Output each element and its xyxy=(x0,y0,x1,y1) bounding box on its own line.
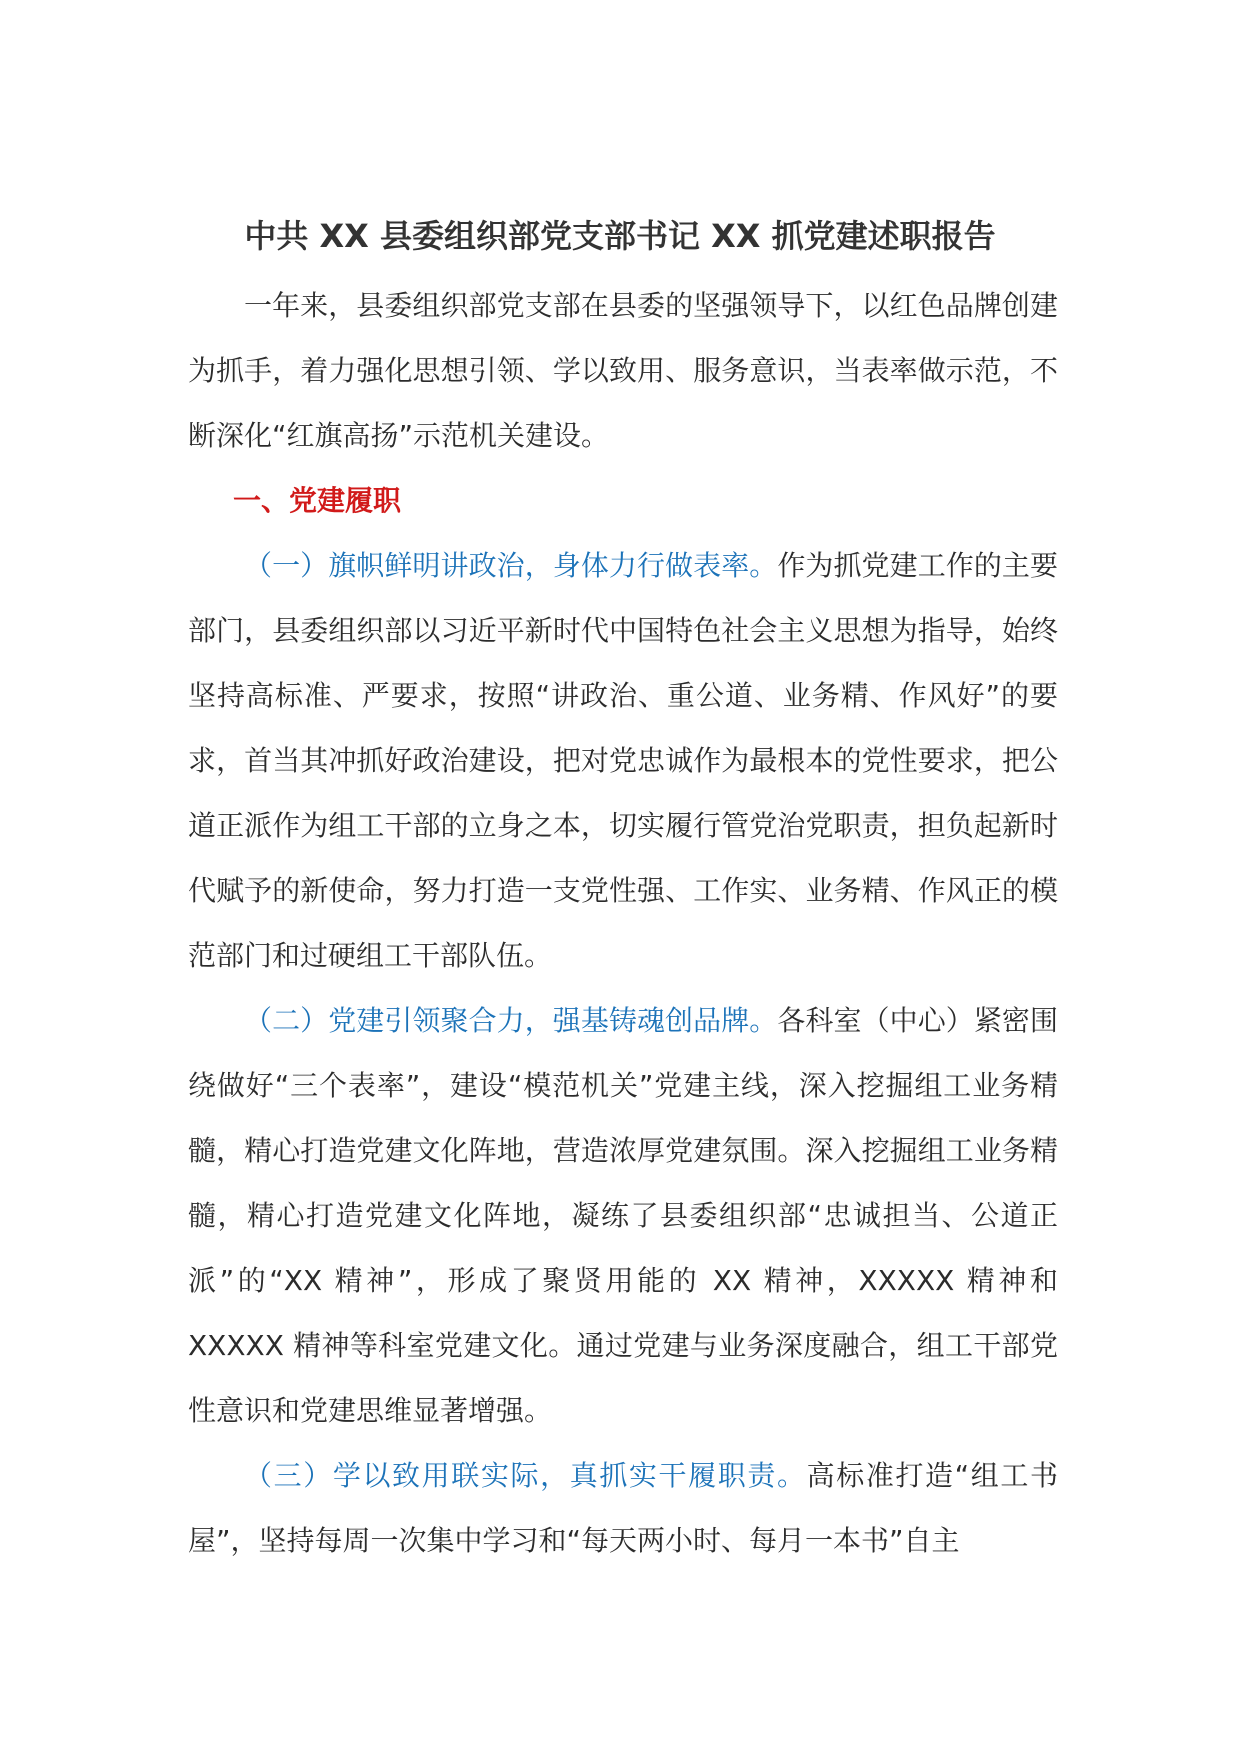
subsection-body-1: 作为抓党建工作的主要部门，县委组织部以习近平新时代中国特色社会主义思想为指导，始终坚持高标准、严要求，按照“讲政治、重公道、业务精、作风好”的要求，首当其冲抓好政治建设，把对党忠诚作为最根本的党性要求，把公道正派作为组工干部的立身之本，切实履行管党治党职责，担负起新时代赋予的新使命，努力打造一支党性强、工作实、业务精、作风正的模范部门和过硬组工干部队伍。 xyxy=(188,549,1058,972)
subsection-paragraph-3 xyxy=(188,1443,1058,1573)
intro-paragraph: 一年来，县委组织部党支部在县委的坚强领导下，以红色品牌创建为抓手，着力强化思想引领、学以致用、服务意识，当表率做示范，不断深化“红旗高扬”示范机关建设。 xyxy=(188,289,1058,452)
subsection-lead-1: （一）旗帜鲜明讲政治，身体力行做表率。 xyxy=(244,549,778,582)
subsection-paragraph-1 xyxy=(188,533,1058,988)
document-title: 中共 XX 县委组织部党支部书记 XX 抓党建述职报告 xyxy=(244,217,996,256)
section-heading: 一、党建履职 xyxy=(233,484,402,517)
subsection-body-2: 各科室（中心）紧密围绕做好“三个表率”，建设“模范机关”党建主线，深入挖掘组工业务精髓，精心打造党建文化阵地，营造浓厚党建氛围。深入挖掘组工业务精髓，精心打造党建文化阵地，凝练了县委组织部“忠诚担当、公道正派”的“XX 精神”，形成了聚贤用能的 XX 精神，XXXXX 精神和 XXXXX 精神等科室党建文化。通过党建与业务深度融合，组工干部党性意识和党建思维显著增强。 xyxy=(188,1004,1058,1427)
subsection-lead-3: （三）学以致用联实际，真抓实干履职责。 xyxy=(244,1459,807,1492)
subsection-body-3: 高标准打造“组工书屋”，坚持每周一次集中学习和“每天两小时、每月一本书”自主 xyxy=(188,1459,1058,1557)
subsection-lead-2: （二）党建引领聚合力，强基铸魂创品牌。 xyxy=(244,1004,778,1037)
subsection-paragraph-2 xyxy=(188,988,1058,1443)
